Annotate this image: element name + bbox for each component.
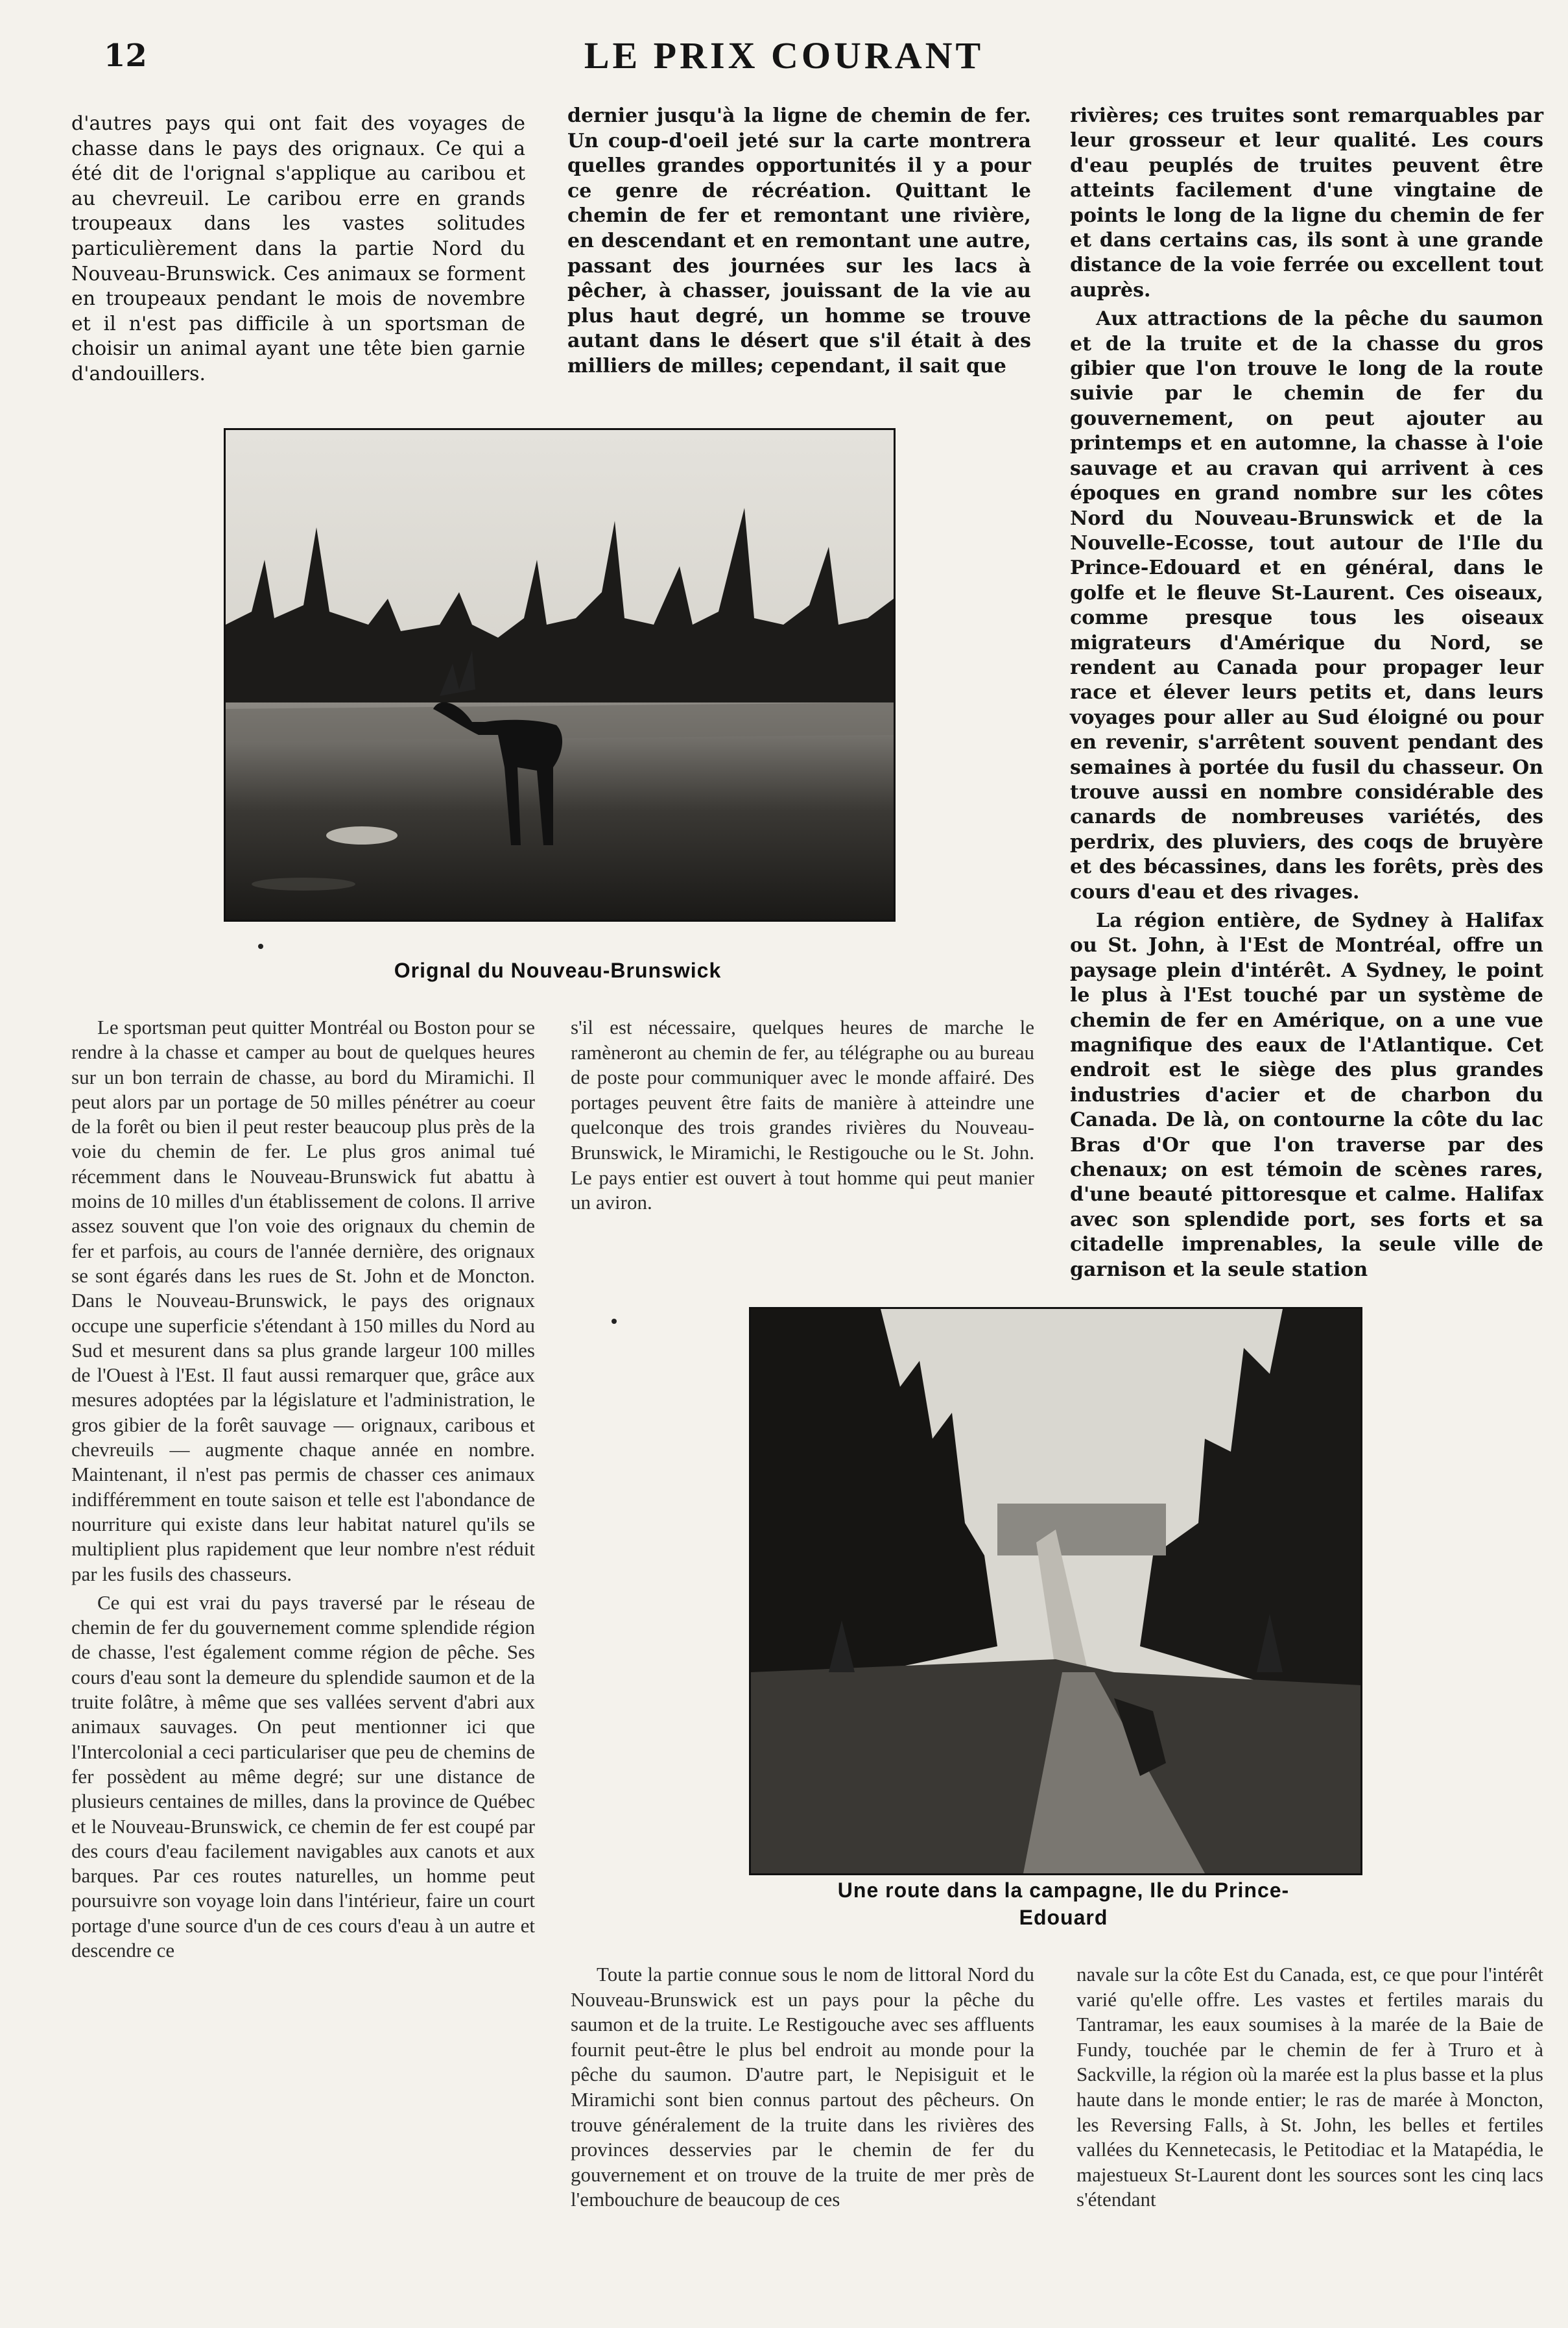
column-3-bottom: [1076, 1962, 1543, 2216]
column-1-bottom: [71, 1015, 535, 1967]
paragraph: navale sur la côte Est du Canada, est, ce que pour l'intérêt varié qu'elle offre. Les vastes et fertiles marais du Tantramar, les eaux soumises à la marée de la Baie de Fundy, touchée par le chemin de fer à Truro et à Sackville, la région où la marée est la plus basse et la plus haute dans le monde entier; le ras de marée à Moncton, les Reversing Falls, à St. John, les belles et fertiles vallées du Kennetecasis, le Petitodiac et la Matapédia, le majestueux St-Laurent dont les sources sont les cinq lacs s'étendant: [1076, 1963, 1543, 2211]
paragraph: d'autres pays qui ont fait des voyages de chasse dans le pays des orignaux. Ce qui a été dit de l'orignal s'applique au caribou et au chevreuil. Le caribou erre en grands troupeaux dans les vastes solitudes particulièrement dans la partie Nord du Nouveau-Brunswick. Ces animaux se forment en troupeaux pendant le mois de novembre et il n'est pas difficile à un sportsman de choisir un animal ayant une tête bien garnie d'andouillers.: [71, 112, 525, 385]
column-1-top: [71, 112, 525, 391]
moose-photo: [224, 428, 896, 922]
column-3: [1070, 104, 1543, 1286]
road-photo-image: [751, 1309, 1360, 1873]
print-speck: [258, 944, 263, 949]
road-photo: [749, 1307, 1362, 1875]
paragraph: rivières; ces truites sont remarquables par leur grosseur et leur qualité. Les cours d'eau peuplés de truites peuvent être atteints facilement d'une vingtaine de points le long de la ligne du chemin de fer et dans certains cas, ils sont à une grande distance de la voie ferrée ou excellent tout auprès.: [1070, 104, 1543, 302]
column-2-bottom: [571, 1962, 1034, 2216]
moose-photo-image: [226, 430, 894, 920]
paragraph: Aux attractions de la pêche du saumon et de la truite et de la chasse du gros gibier que l'on trouve le long de la route suivie par le chemin de fer du gouvernement, on peut ajouter au printemps et en automne, la chasse à l'oie sauvage et au cravan qui arrivent à ces époques en grand nombre sur les côtes Nord du Nouveau-Brunswick et de la Nouvelle-Ecosse, tout autour de l'Ile du Prince-Edouard et en général, dans le golfe et le fleuve St-Laurent. Ces oiseaux, comme presque tous les oiseaux migrateurs d'Amérique du Nord, se rendent au Canada pour propager leur race et élever leurs petits et, dans leurs voyages pour aller au Sud éloigné ou pour en revenir, s'arrêtent souvent pendant des semaines à portée du fusil du chasseur. On trouve aussi en nombre considérable des canards de nombreuses variétés, des perdrix, des pluviers, des coqs de bruyère et des bécassines, dans les forêts, près des cours d'eau et des rivages.: [1070, 307, 1543, 904]
paragraph: dernier jusqu'à la ligne de chemin de fer. Un coup-d'oeil jeté sur la carte montrera quelles grandes opportunités il y a pour ce genre de récréation. Quittant le chemin de fer et remontant une rivière, en descendant et en remontant une autre, passant des journées sur les lacs à pêcher, à chasser, jouissant de la vie au plus haut degré, un homme se trouve autant dans le désert que s'il était à des milliers de milles; cependant, il sait que: [567, 104, 1031, 378]
masthead-title: LE PRIX COURANT: [584, 34, 984, 77]
paragraph: s'il est nécessaire, quelques heures de marche le ramèneront au chemin de fer, au télégraphe ou au bureau de poste pour communiquer avec le monde affairé. Des portages peuvent être faits de manière à atteindre une quelconque des trois grandes rivières du Nouveau-Brunswick, le Miramichi, le Restigouche ou le St. John. Le pays entier est ouvert à tout homme qui peut manier un aviron.: [571, 1016, 1034, 1214]
page-number: 12: [104, 38, 147, 74]
column-2-top: [567, 104, 1031, 383]
photo-caption: Une route dans la campagne, Ile du Prince-Edouard: [837, 1878, 1290, 1929]
paragraph: Le sportsman peut quitter Montréal ou Boston pour se rendre à la chasse et camper au bout de quelques heures sur un bon terrain de chasse, au bord du Miramichi. Il peut alors par un portage de 50 milles pénétrer au coeur de la forêt ou bien il peut rester beaucoup plus près de la voie du chemin de fer. Le plus gros animal tué récemment dans le Nouveau-Brunswick fut abattu à moins de 10 milles d'un établissement de colons. Il arrive assez souvent que l'on voie des orignaux du chemin de fer et parfois, au cours de l'année dernière, des orignaux se sont égarés dans les rues de St. John et de Moncton. Dans le Nouveau-Brunswick, le pays des orignaux occupe une superficie s'étendant à 150 milles du Nord au Sud et mesurent dans sa plus grande largeur 100 milles de l'Ouest à l'Est. Il faut aussi remarquer que, grâce aux mesures adoptées par la législature et l'administration, le gros gibier de la forêt sauvage — orignaux, caribous et chevreuils — augmente chaque année en nombre. Maintenant, il n'est pas permis de chasser ces animaux indifféremment en toute saison et telle est l'abondance de nourriture qui existe dans leur habitat naturel qu'ils se multiplient plus rapidement que leur nombre n'est réduit par les fusils des chasseurs.: [71, 1016, 535, 1585]
paragraph: Ce qui est vrai du pays traversé par le réseau de chemin de fer du gouvernement comme splendide région de chasse, l'est également comme région de pêche. Ses cours d'eau sont la demeure du splendide saumon et de la truite folâtre, à même que ses vallées servent d'abri aux animaux sauvages. On peut mentionner ici que l'Intercolonial a ceci particulariser que peu de chemins de fer possèdent au même degré; sur une distance de plusieurs centaines de milles, dans la province de Québec et le Nouveau-Brunswick, ce chemin de fer est coupé par des cours d'eau facilement navigables aux canots et aux barques. Par ces routes naturelles, un homme peut poursuivre son voyage loin dans l'intérieur, faire un court portage d'une source d'un de ces cours d'eau à un autre et descendre ce: [71, 1590, 535, 1962]
paragraph: La région entière, de Sydney à Halifax ou St. John, à l'Est de Montréal, offre un paysage plein d'intérêt. A Sydney, le point le plus à l'Est touché par un système de chemin de fer en Amérique, on a une vue magnifique des eaux de l'Atlantique. Cet endroit est le siège des plus grandes industries d'acier et de charbon du Canada. De là, on contourne la côte du lac Bras d'Or que l'on traverse par des chenaux; on est témoin de scènes rares, d'une beauté pittoresque et calme. Halifax avec son splendide port, ses forts et sa citadelle imprenables, la seule ville de garnison et la seule station: [1070, 909, 1543, 1281]
paragraph: Toute la partie connue sous le nom de littoral Nord du Nouveau-Brunswick est un pays pour la pêche du saumon et de la truite. Le Restigouche avec ses affluents fournit peut-être le plus bel endroit au monde pour la pêche du saumon. D'autre part, le Nepisiguit et le Miramichi sont bien connus partout des pêcheurs. On trouve généralement de la truite dans les rivières des provinces desservies par le chemin de fer du gouvernement et on trouve de la truite de mer près de l'embouchure de beaucoup de ces: [571, 1963, 1034, 2211]
print-speck: [612, 1319, 617, 1324]
photo-caption: Orignal du Nouveau-Brunswick: [394, 959, 722, 982]
column-2-middle: [571, 1015, 1034, 1219]
